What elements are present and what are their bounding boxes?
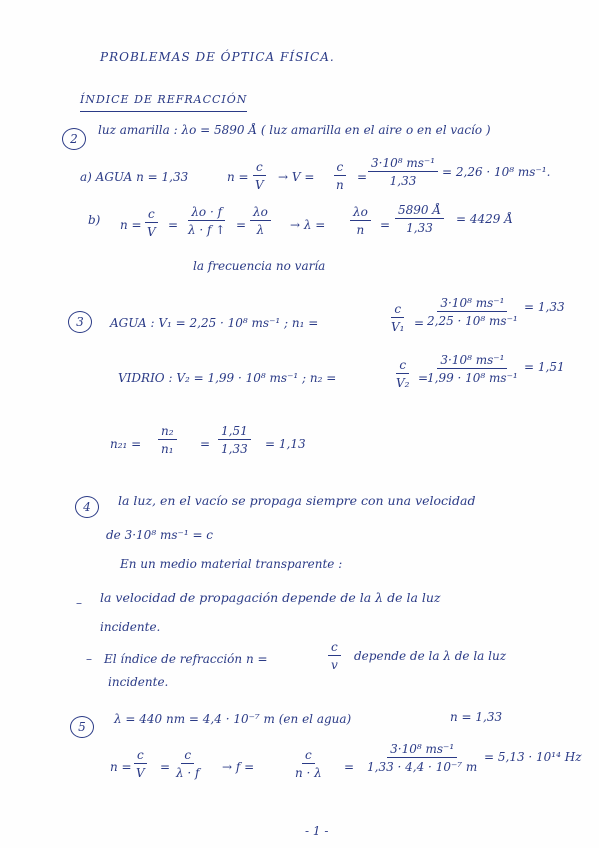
fraction-numerator: c [134,748,147,764]
equals-sign: = [200,437,211,451]
problem-number-4: 4 [75,496,99,518]
fraction-denominator: 1,99 · 10⁸ ms⁻¹ [427,371,518,385]
fraction-denominator: n · λ [295,766,322,780]
problem-5-n-value: n = 1,33 [450,710,503,724]
problem-5-eq-start: n = [110,760,132,774]
problem-5-arrow: → f = [222,760,255,774]
fraction [388,302,407,334]
fraction-numerator: 5890 Å [395,203,444,219]
fraction-denominator: λ [256,223,265,237]
fraction-numerator: c [181,748,194,764]
fraction-numerator: λo [350,205,371,221]
fraction-numerator: c [391,302,404,318]
fraction [173,748,203,780]
fraction-denominator: 2,25 · 10⁸ ms⁻¹ [427,314,518,328]
fraction-denominator: λ · f ↑ [188,223,226,237]
equals-sign: = [380,218,391,232]
fraction-numerator: c [145,207,158,223]
equals-sign: = [160,760,171,774]
equals-sign: = [418,371,429,385]
problem-5-line1: λ = 440 nm = 4,4 · 10⁻⁷ m (en el agua) [114,712,352,726]
problem-number-5: 5 [70,716,94,738]
problem-2a-eq-start: n = [227,170,249,184]
equals-sign: = [414,316,425,330]
problem-4-bullet2-cont: incidente. [108,675,169,689]
fraction-numerator: c [302,748,315,764]
bullet-dash: – [86,652,92,666]
problem-2b-eq-start: n = [120,218,142,232]
page-number: - 1 - [305,824,329,838]
section-underline [80,111,247,112]
problem-3-result-2: = 1,51 [524,360,565,374]
problem-4-bullet2-tail: depende de la λ de la luz [354,649,507,663]
fraction-denominator: 1,33 [389,174,417,188]
page-title: PROBLEMAS DE ÓPTICA FÍSICA. [100,50,335,64]
fraction [424,296,521,328]
fraction-numerator: 3·10⁸ ms⁻¹ [387,742,457,758]
fraction [364,742,480,774]
fraction-denominator: V₁ [391,320,405,334]
problem-2a-arrow: → V = [278,170,315,184]
fraction [252,160,267,192]
problem-3-line2: VIDRIO : V₂ = 1,99 · 10⁸ ms⁻¹ ; n₂ = [118,371,337,385]
fraction-denominator: n₁ [161,442,174,456]
fraction [395,203,444,235]
equals-sign: = [344,760,355,774]
fraction-numerator: c [334,160,347,176]
problem-5-result: = 5,13 · 10¹⁴ Hz [484,750,582,764]
fraction [158,424,177,456]
fraction-numerator: c [328,640,341,656]
problem-number-2: 2 [62,128,86,150]
fraction-denominator: V [136,766,145,780]
problem-2b-result: = 4429 Å [456,212,513,226]
equals-sign: = [236,218,247,232]
problem-2a-label: a) AGUA n = 1,33 [80,170,189,184]
problem-4-line1: la luz, en el vacío se propaga siempre con una velocidad [118,493,476,508]
problem-2-heading: luz amarilla : λo = 5890 Å ( luz amarilla en el aire o en el vacío ) [98,123,491,137]
fraction [350,205,371,237]
fraction [333,160,347,192]
bullet-dash: – [76,596,82,610]
problem-2a-result: = 2,26 · 10⁸ ms⁻¹. [442,165,551,179]
fraction-numerator: c [396,358,409,374]
fraction-numerator: 1,51 [218,424,251,440]
problem-number-3: 3 [68,311,92,333]
problem-3-result-3: = 1,13 [265,437,306,451]
problem-4-bullet2: El índice de refracción n = [104,652,268,666]
problem-2b-label: b) [88,213,101,227]
fraction [424,353,521,385]
fraction-denominator: V [255,178,264,192]
fraction [250,205,271,237]
fraction-denominator: n [356,223,365,237]
fraction-numerator: 3·10⁸ ms⁻¹ [437,296,507,312]
problem-4-line2: de 3·10⁸ ms⁻¹ = c [106,528,214,542]
fraction [328,640,341,672]
fraction [185,205,228,237]
equals-sign: = [357,170,368,184]
problem-3-n21-label: n₂₁ = [110,437,142,451]
fraction-numerator: λo · f [188,205,225,221]
fraction-numerator: n₂ [158,424,177,440]
fraction [368,156,438,188]
fraction-denominator: v [331,658,338,672]
equals-sign: = [168,218,179,232]
fraction-numerator: 3·10⁸ ms⁻¹ [437,353,507,369]
fraction-denominator: V₂ [396,376,410,390]
fraction [292,748,325,780]
problem-3-line1: AGUA : V₁ = 2,25 · 10⁸ ms⁻¹ ; n₁ = [110,316,319,330]
fraction-denominator: V [147,225,156,239]
fraction-denominator: n [336,178,344,192]
fraction [393,358,412,390]
fraction [144,207,159,239]
problem-4-bullet1-cont: incidente. [100,620,161,634]
fraction-denominator: 1,33 [221,442,248,456]
fraction [218,424,251,456]
problem-2b-note: la frecuencia no varía [193,259,326,273]
problem-3-result-1: = 1,33 [524,300,565,314]
problem-4-line3: En un medio material transparente : [120,557,343,571]
fraction-denominator: 1,33 · 4,4 · 10⁻⁷ m [367,760,478,774]
fraction [133,748,148,780]
problem-2b-arrow: → λ = [290,218,326,232]
problem-4-bullet1: la velocidad de propagación depende de la λ de la luz [100,590,441,605]
fraction-denominator: λ · f [176,766,200,780]
fraction-numerator: c [253,160,266,176]
section-heading: ÍNDICE DE REFRACCIÓN [80,93,248,106]
fraction-numerator: λo [250,205,271,221]
fraction-denominator: 1,33 [406,221,433,235]
fraction-numerator: 3·10⁸ ms⁻¹ [368,156,438,172]
